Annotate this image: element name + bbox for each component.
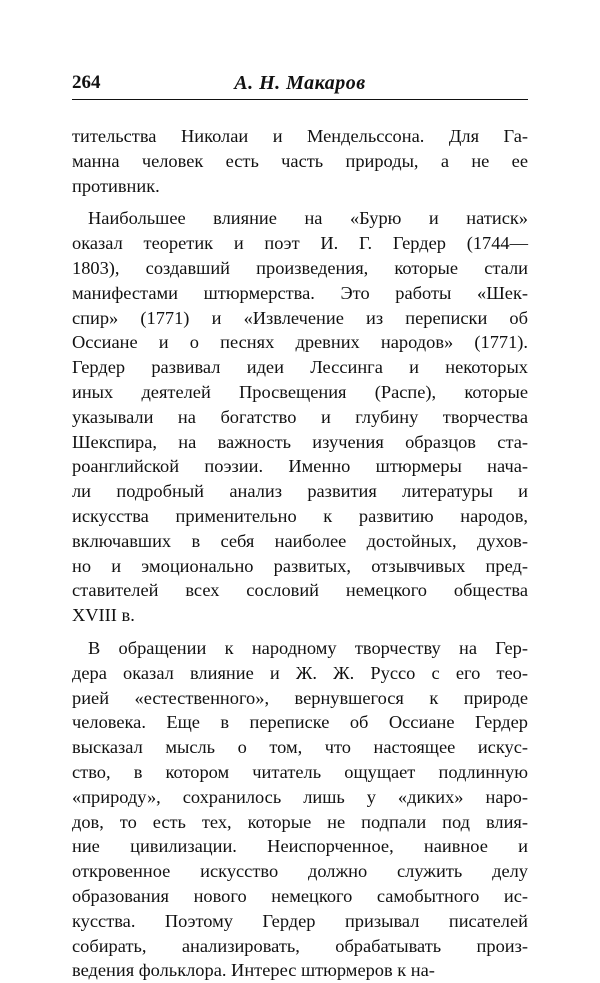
text-line: XVIII в. [72,605,135,626]
text-line: манна человек есть часть природы, а не ее [72,150,528,171]
text-line: образования нового немецкого самобытного ис- [72,885,528,906]
text-line: включавших в себя наиболее достойных, духов- [72,530,528,551]
text-line: ли подробный анализ развития литературы и [72,481,528,502]
page-number: 264 [72,72,101,93]
text-line: человека. Еще в переписке об Оссиане Гердер [72,712,528,733]
paragraph [72,124,528,198]
text-line: Гердер развивал идеи Лессинга и некоторых [72,357,528,378]
text-line: тительства Николаи и Мендельссона. Для Га- [72,126,528,146]
text-line: ведения фольклора. Интерес штюрмеров к на- [72,960,435,981]
header-rule [72,99,528,100]
paragraph-gap [72,198,528,206]
text-line: откровенное искусство должно служить делу [72,861,528,882]
text-line: Шекспира, на важность изучения образцов ста- [72,431,528,452]
paragraph [72,636,528,983]
text-line: кусства. Поэтому Гердер призывал писателей [72,910,528,931]
text-line: ние цивилизации. Неиспорченное, наивное и [72,836,528,857]
text-line: оказал теоретик и поэт И. Г. Гердер (1744— [72,233,528,254]
text-line: Наибольшее влияние на «Бурю и натиск» [88,208,528,229]
text-line: иных деятелей Просвещения (Распе), которые [72,381,528,402]
text-line: манифестами штюрмерства. Это работы «Шек- [72,282,528,303]
text-line: но и эмоционально развитых, отзывчивых пред- [72,555,528,576]
text-line: собирать, анализировать, обрабатывать произ- [72,935,528,956]
text-line: противник. [72,175,160,196]
text-line: дов, то есть тех, которые не подпали под влия- [72,811,528,832]
text-line: высказал мысль о том, что настоящее искус- [72,737,528,758]
paragraph [72,206,528,628]
text-line: В обращении к народному творчеству на Гер- [88,637,528,658]
text-line: ставителей всех сословий немецкого общества [72,580,528,601]
text-line: рией «естественного», вернувшегося к природе [72,687,528,708]
running-head: А. Н. Макаров [234,72,366,94]
text-line: ство, в котором читатель ощущает подлинную [72,761,528,782]
text-line: Оссиане и о песнях древних народов» (1771). [72,332,528,353]
text-line: «природу», сохранилось лишь у «диких» наро- [72,786,528,807]
page-header [72,66,528,100]
paragraph-gap [72,628,528,636]
text-line: дера оказал влияние и Ж. Ж. Руссо с его тео- [72,662,528,683]
text-line: указывали на богатство и глубину творчества [72,406,528,427]
text-line: спир» (1771) и «Извлечение из переписки об [72,307,528,328]
text-line: роанглийской поэзии. Именно штюрмеры нача- [72,456,528,477]
text-line: 1803), создавший произведения, которые стали [72,257,528,278]
text-line: искусства применительно к развитию народов, [72,505,528,526]
body-text [72,124,528,983]
